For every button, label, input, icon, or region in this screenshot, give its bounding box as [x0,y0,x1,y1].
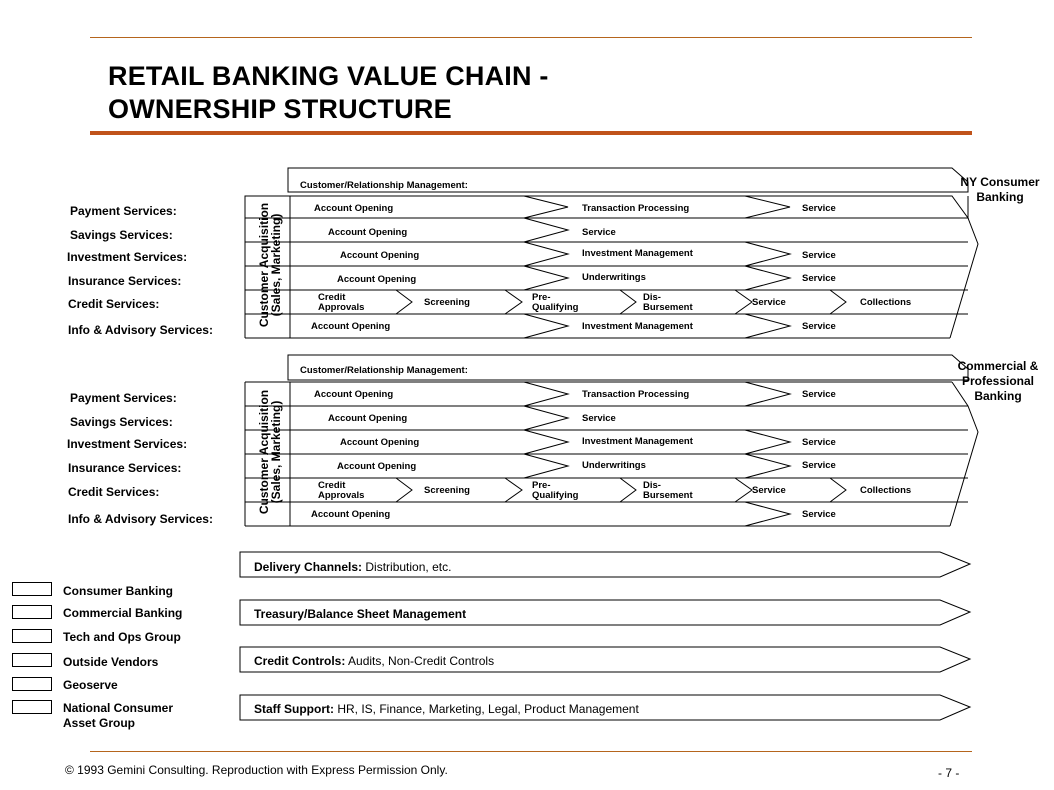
band-treasury-text [254,607,466,621]
g1-r4-c1: Account Opening [337,274,417,285]
acquisition-line-2b: (Sales, Marketing) [269,400,283,504]
g2-r6-c2: Service [802,509,836,520]
copyright-footer: © 1993 Gemini Consulting. Reproduction with Express Permission Only. [65,763,448,777]
g2-r1-c2: Transaction Processing [582,389,690,400]
g1-r4-c3: Service [802,273,836,284]
g1-r1-c2: Transaction Processing [582,203,690,214]
g1-service-investment: Investment Services: [67,250,188,264]
band-treasury-head: Treasury/Balance Sheet Management [254,607,467,621]
g1-r4-c2: Underwritings [582,272,646,283]
acquisition-label-1 [258,200,282,330]
g1-r5-c5: Service [752,297,786,308]
g1-r5-c3: Pre- Qualifying [532,292,579,313]
banner-ny-consumer: NY Consumer Banking [960,175,1040,204]
crm-label-2: Customer/Relationship Management: [300,365,468,376]
g1-service-payment: Payment Services: [70,204,177,218]
g2-r5-c1: Credit Approvals [318,480,365,501]
page-number: - 7 - [938,766,960,780]
legend-swatch-consumer [12,582,52,596]
g1-r1-c3: Service [802,203,836,214]
g2-r5-c3: Pre- Qualifying [532,480,579,501]
g1-service-insurance: Insurance Services: [68,274,182,288]
g1-r3-c3: Service [802,250,836,261]
band-delivery-text [254,560,451,574]
legend-label-national: National Consumer Asset Group [63,701,174,730]
g2-r5-c4: Dis- Bursement [643,480,693,501]
g1-r1-c1: Account Opening [314,203,394,214]
g1-r2-c1: Account Opening [328,227,408,238]
band-credit-head: Credit Controls: [254,654,346,668]
g2-r5-c2: Screening [424,485,470,496]
band-credit-rest: Audits, Non-Credit Controls [345,654,495,668]
legend-label-geoserve: Geoserve [63,678,118,692]
g2-r6-c1: Account Opening [311,509,391,520]
g2-service-investment: Investment Services: [67,437,188,451]
acquisition-line-1: Customer Acquisition [257,202,271,328]
band-delivery-sep: : [358,560,363,574]
legend-label-tech: Tech and Ops Group [63,630,181,644]
acquisition-label-2 [258,387,282,517]
title-line-2: OWNERSHIP STRUCTURE [108,94,452,124]
g1-r2-c2: Service [582,227,616,238]
legend-label-consumer: Consumer Banking [63,584,174,598]
legend-swatch-vendors [12,653,52,667]
g1-r6-c3: Service [802,321,836,332]
g2-r3-c2: Investment Management [582,436,693,447]
g1-service-credit: Credit Services: [68,297,160,311]
g1-r5-c1: Credit Approvals [318,292,365,313]
g2-r3-c3: Service [802,437,836,448]
g1-r6-c1: Account Opening [311,321,391,332]
g1-r3-c1: Account Opening [340,250,420,261]
g1-r5-c6: Collections [860,297,912,308]
band-credit-text [254,654,494,668]
g2-r4-c2: Underwritings [582,460,646,471]
g2-service-payment: Payment Services: [70,391,177,405]
legend-swatch-tech [12,629,52,643]
g2-r2-c2: Service [582,413,616,424]
g2-r5-c6: Collections [860,485,912,496]
g1-r6-c2: Investment Management [582,321,693,332]
band-delivery-rest: Distribution, etc. [362,560,452,574]
support-band-shapes [240,552,970,720]
band-staff-rest: HR, IS, Finance, Marketing, Legal, Product Management [334,702,639,716]
legend-swatch-commercial [12,605,52,619]
g2-r4-c3: Service [802,460,836,471]
g1-r5-c2: Screening [424,297,470,308]
g1-service-savings: Savings Services: [70,228,173,242]
acquisition-line-1b: Customer Acquisition [257,389,271,515]
banner-commercial: Commercial & Professional Banking [957,359,1039,403]
g2-r3-c1: Account Opening [340,437,420,448]
g2-service-credit: Credit Services: [68,485,160,499]
bottom-rule [90,751,972,752]
g2-r2-c1: Account Opening [328,413,408,424]
legend-swatch-geoserve [12,677,52,691]
g2-r5-c5: Service [752,485,786,496]
g1-r3-c2: Investment Management [582,248,693,259]
crm-label-1: Customer/Relationship Management: [300,180,468,191]
g1-service-info: Info & Advisory Services: [68,323,213,337]
legend-label-commercial: Commercial Banking [63,606,183,620]
g2-r4-c1: Account Opening [337,461,417,472]
legend-label-vendors: Outside Vendors [63,655,159,669]
g2-service-info: Info & Advisory Services: [68,512,213,526]
g2-r1-c1: Account Opening [314,389,394,400]
title-line-1: RETAIL BANKING VALUE CHAIN - [108,61,549,91]
acquisition-line-2: (Sales, Marketing) [269,213,283,317]
band-staff-text [254,702,639,716]
g1-r5-c4: Dis- Bursement [643,292,693,313]
g2-service-insurance: Insurance Services: [68,461,182,475]
band-staff-head: Staff Support: [254,702,334,716]
band-delivery-head: Delivery Channels [254,560,359,574]
g2-r1-c3: Service [802,389,836,400]
g2-service-savings: Savings Services: [70,415,173,429]
legend-swatch-national [12,700,52,714]
